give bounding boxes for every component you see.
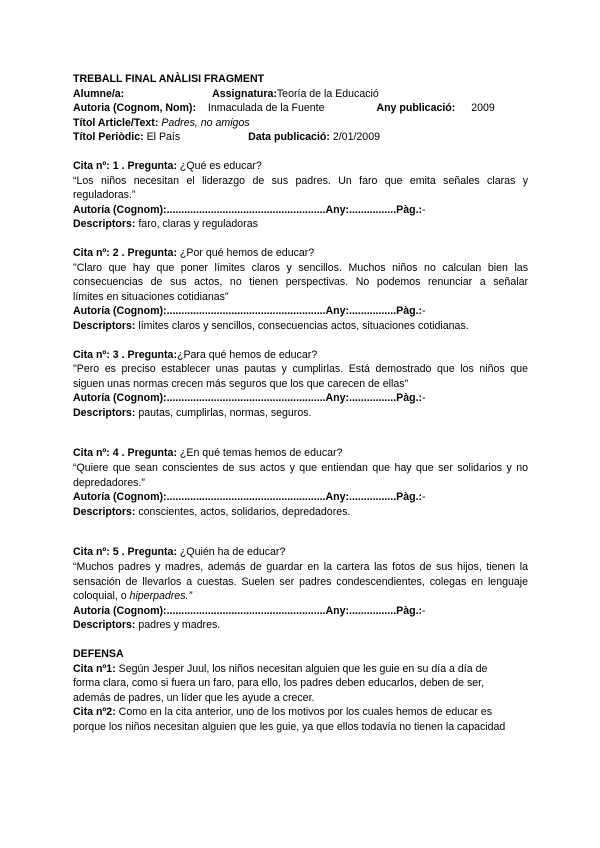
pag-label: Pàg.: — [396, 203, 423, 216]
cita-block-5 — [73, 545, 528, 633]
pregunta-label: . Pregunta: — [121, 159, 177, 172]
autoria-dots: ...................................................... — [166, 604, 326, 617]
assignatura-label: Assignatura: — [212, 87, 277, 100]
pregunta-text: ¿Qué es educar? — [179, 159, 262, 172]
descriptors-line — [73, 505, 528, 520]
pregunta-label: . Pregunta: — [121, 246, 177, 259]
cita-block-2 — [73, 246, 528, 334]
descriptors-value: padres y madres. — [138, 619, 221, 632]
pag-label: Pàg.: — [396, 491, 423, 504]
any-dots: ................ — [349, 203, 397, 216]
cita-block-1 — [73, 159, 528, 232]
autoria-dots: ...................................................... — [166, 491, 326, 504]
autoria-line — [73, 203, 528, 218]
any-label: Any: — [325, 305, 350, 318]
cita-text-line: depredadores.” — [73, 476, 145, 489]
pag-value: - — [422, 604, 426, 617]
defensa-text-line: porque los niños necesitan alguien que les guie, ya que ellos todavía no tienen la capacidad — [73, 720, 506, 733]
autoria-row — [73, 101, 528, 116]
autoria-label: Autoría (Cognom): — [73, 203, 167, 216]
pag-label: Pàg.: — [396, 604, 423, 617]
defensa-section — [73, 647, 528, 735]
cita-label: Cita nº: — [73, 447, 113, 460]
any-label: Any: — [325, 604, 350, 617]
defensa-text: Según Jesper Juul, los niños necesitan alguien que les guie en su día a día de — [115, 662, 488, 675]
cita-label: Cita nº: — [73, 159, 113, 172]
periodic-label: Títol Periòdic: — [73, 131, 144, 144]
descriptors-value: límites claros y sencillos, consecuencias actos, situaciones cotidianas. — [138, 319, 469, 332]
pag-value: - — [422, 392, 426, 405]
pag-value: - — [422, 203, 426, 216]
cita-block-3 — [73, 348, 528, 421]
assignatura-value: Teoría de la Educació — [276, 87, 379, 100]
cita-number: 2 — [112, 246, 119, 259]
pag-value: - — [422, 305, 426, 318]
titol-row — [73, 116, 528, 131]
any-publicacio-value: 2009 — [471, 102, 495, 115]
descriptors-value: pautas, cumplirlas, normas, seguros. — [138, 406, 312, 419]
document-page — [73, 72, 528, 735]
pregunta-text: ¿Para qué hemos de educar? — [176, 348, 318, 361]
alumne-row — [73, 87, 528, 102]
alumne-label: Alumne/a: — [73, 87, 125, 100]
autoria-dots: ...................................................... — [166, 392, 326, 405]
autoria-line — [73, 604, 528, 619]
descriptors-label: Descriptors: — [73, 406, 136, 419]
pregunta-text: ¿En qué temas hemos de educar? — [179, 447, 343, 460]
cita-text-line — [73, 589, 528, 604]
cita-text-line: límites en situaciones cotidianas" — [73, 290, 229, 303]
autoria-dots: ...................................................... — [166, 305, 326, 318]
pregunta-label: . Pregunta: — [121, 348, 177, 361]
any-dots: ................ — [349, 491, 397, 504]
cita-text-line: reguladoras.” — [73, 189, 136, 202]
cita-text-line: “Muchos padres y madres, además de guardar en la cartera las fotos de sus hijos, tienen la — [73, 561, 528, 574]
titol-value: Padres, no amigos — [161, 116, 250, 129]
cita-header — [73, 246, 528, 261]
cita-number: 3 — [112, 348, 119, 361]
cita-number: 5 — [112, 546, 119, 559]
defensa-cita1-line — [73, 662, 528, 677]
pag-value: - — [422, 491, 426, 504]
defensa-cita1-label: Cita nº1: — [73, 662, 116, 675]
titol-label: Títol Article/Text: — [73, 116, 159, 129]
pag-label: Pàg.: — [396, 392, 423, 405]
any-publicacio-label: Any publicació: — [376, 102, 456, 115]
cita-text-italic: hiperpadres.” — [129, 590, 192, 603]
autoria-line — [73, 391, 528, 406]
descriptors-label: Descriptors: — [73, 218, 136, 231]
cita-text-line: “Quiere que sean conscientes de sus actos y que entiendan que hay que ser solidarios y no — [73, 462, 528, 475]
defensa-cita2-line — [73, 705, 528, 720]
descriptors-line — [73, 618, 528, 633]
descriptors-label: Descriptors: — [73, 505, 136, 518]
data-publicacio-value: 2/01/2009 — [332, 131, 380, 144]
autoria-value: Inmaculada de la Fuente — [207, 102, 325, 115]
cita-text-prefix: coloquial, o — [73, 590, 130, 603]
pregunta-text: ¿Por qué hemos de educar? — [179, 246, 315, 259]
defensa-cita2-label: Cita nº2: — [73, 706, 116, 719]
autoria-label: Autoría (Cognom): — [73, 305, 167, 318]
cita-header — [73, 446, 528, 461]
autoria-label: Autoría (Cognom): — [73, 604, 167, 617]
cita-number: 4 — [112, 447, 119, 460]
cita-label: Cita nº: — [73, 348, 113, 361]
autoria-dots: ...................................................... — [166, 203, 326, 216]
periodic-row — [73, 130, 528, 145]
cita-number: 1 — [112, 159, 119, 172]
descriptors-label: Descriptors: — [73, 319, 136, 332]
descriptors-value: faro, claras y reguladoras — [138, 218, 258, 231]
pregunta-label: . Pregunta: — [121, 546, 177, 559]
data-publicacio-label: Data publicació: — [248, 131, 330, 144]
descriptors-value: conscientes, actos, solidarios, depredadores. — [138, 505, 351, 518]
pag-label: Pàg.: — [396, 305, 423, 318]
cita-block-4 — [73, 446, 528, 519]
cita-text-line: "Pero es preciso establecer unas pautas y cumplirlas. Está demostrado que los niños que — [73, 363, 528, 376]
autoria-label: Autoria (Cognom, Nom): — [73, 102, 196, 115]
defensa-text-line: forma clara, como si fuera un faro, para ello, los padres deben educarlos, deben de ser, — [73, 677, 485, 690]
cita-header — [73, 545, 528, 560]
document-title: TREBALL FINAL ANÀLISI FRAGMENT — [73, 73, 265, 85]
defensa-text-line: además de padres, un líder que les ayude a crecer. — [73, 691, 315, 704]
descriptors-line — [73, 406, 528, 421]
cita-label: Cita nº: — [73, 546, 113, 559]
pregunta-text: ¿Quién ha de educar? — [179, 546, 286, 559]
pregunta-label: . Pregunta: — [121, 447, 177, 460]
cita-text-line: siguen unas normas crecen más seguros que los que carecen de ellas" — [73, 377, 409, 390]
autoria-label: Autoría (Cognom): — [73, 491, 167, 504]
any-label: Any: — [325, 203, 350, 216]
periodic-value: El País — [146, 131, 181, 144]
defensa-text: Como en la cita anterior, uno de los motivos por los cuales hemos de educar es — [115, 706, 492, 719]
cita-header — [73, 159, 528, 174]
cita-text-line: consecuencias de sus actos, no tienen perspectivas. No podemos renunciar a señalar — [73, 276, 528, 289]
autoria-label: Autoría (Cognom): — [73, 392, 167, 405]
cita-label: Cita nº: — [73, 246, 113, 259]
autoria-line — [73, 490, 528, 505]
cita-header — [73, 348, 528, 363]
any-label: Any: — [325, 491, 350, 504]
descriptors-label: Descriptors: — [73, 619, 136, 632]
cita-text-line: "Claro que hay que poner límites claros y sencillos. Muchos niños no calculan bien las — [73, 261, 528, 274]
any-dots: ................ — [349, 305, 397, 318]
cita-text-line: “Los niños necesitan el liderazgo de sus padres. Un faro que emita señales claras y — [73, 174, 528, 187]
any-dots: ................ — [349, 392, 397, 405]
any-label: Any: — [325, 392, 350, 405]
autoria-line — [73, 304, 528, 319]
descriptors-line — [73, 217, 528, 232]
descriptors-line — [73, 319, 528, 334]
any-dots: ................ — [349, 604, 397, 617]
cita-text-line: sensación de llevarlos a cuestas. Suelen ser padres condescendientes, colegas en lenguaje — [73, 575, 528, 588]
defensa-title: DEFENSA — [73, 648, 124, 660]
